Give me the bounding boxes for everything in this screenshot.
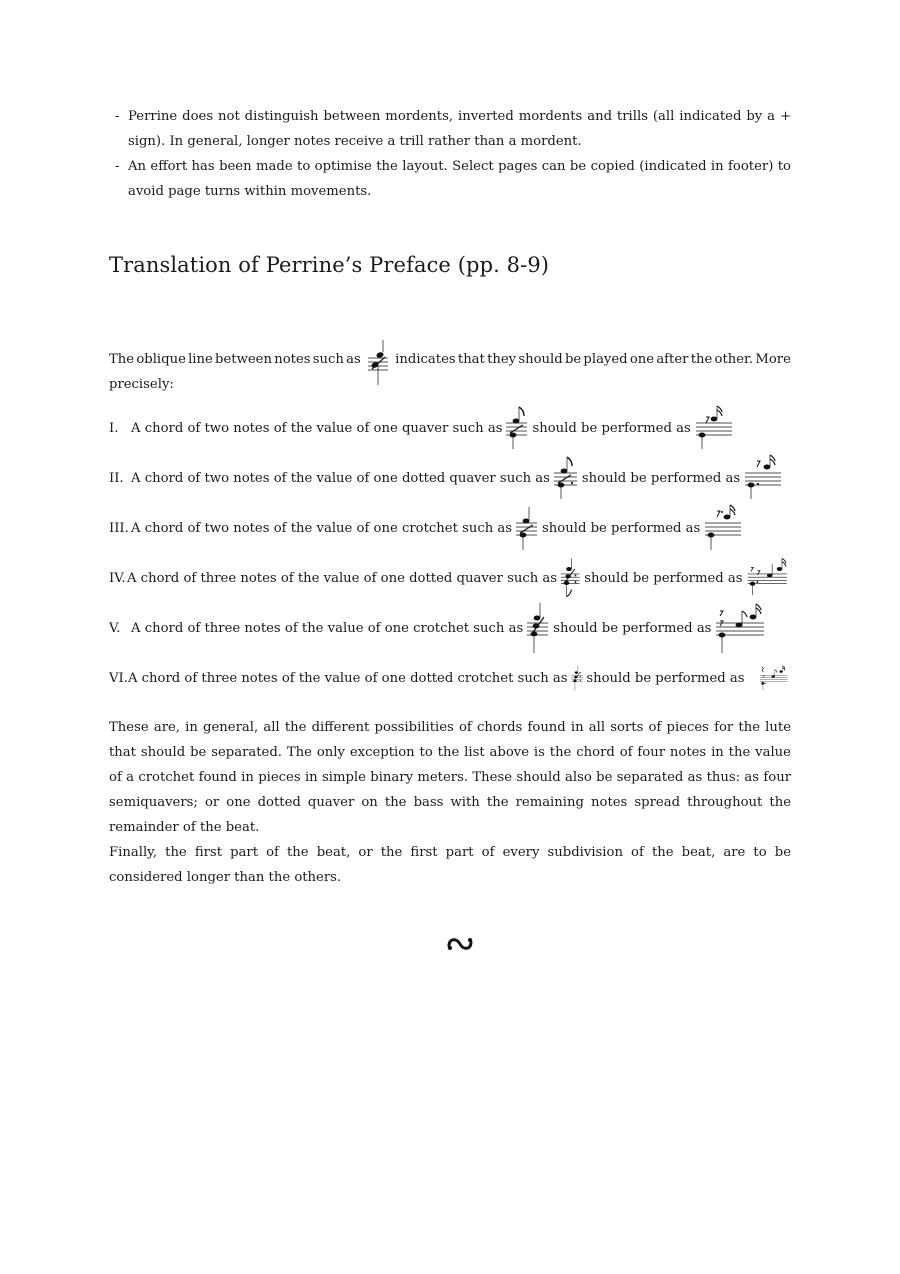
intro-word: one — [629, 352, 655, 367]
section-heading: Translation of Perrine’s Preface (pp. 8-9) — [109, 253, 550, 277]
rule-connector: should be performed as — [542, 520, 701, 536]
intro-word: they — [487, 352, 517, 367]
bullet-text: An effort has been made to optimise the layout. Select pages can be copied (indicated in footer) to avoid page turns within movements. — [128, 159, 791, 199]
two-note-dotted-quaver-chord-icon — [553, 453, 579, 503]
swash-ornament-icon — [445, 928, 475, 958]
intro-word: notes — [274, 352, 311, 367]
rule-numeral: I. — [109, 420, 119, 436]
three-note-dotted-crotchet-realisation-icon — [759, 651, 788, 705]
intro-word: oblique — [136, 352, 186, 367]
intro-word: be — [564, 352, 582, 367]
dotted-quaver-realisation-icon — [743, 453, 783, 503]
intro-word: played — [583, 352, 628, 367]
intro-word: between — [215, 352, 272, 367]
three-note-crotchet-realisation-icon — [714, 601, 766, 655]
rule-connector: should be performed as — [532, 420, 691, 436]
intro-word: The — [109, 352, 135, 367]
two-note-quaver-chord-icon — [505, 403, 529, 453]
two-note-crotchet-chord-icon — [515, 503, 539, 553]
rule-numeral: VI. — [109, 670, 128, 686]
rule-connector: should be performed as — [584, 570, 743, 586]
rule-text: A chord of two notes of the value of one crotchet such as — [131, 520, 513, 536]
rule-connector: should be performed as — [586, 670, 745, 686]
crotchet-realisation-icon — [703, 503, 743, 553]
intro-word: indicates — [395, 352, 456, 367]
three-note-crotchet-chord-icon — [526, 601, 550, 655]
intro-word: other. — [714, 352, 754, 367]
intro-line-2: precisely: — [109, 377, 174, 392]
three-note-dotted-quaver-chord-icon — [560, 551, 581, 605]
rule-item-4 — [109, 553, 791, 603]
rule-text: A chord of two notes of the value of one quaver such as — [131, 420, 503, 436]
three-note-dotted-crotchet-chord-icon — [571, 651, 584, 705]
rule-text: A chord of three notes of the value of one dotted quaver such as — [126, 570, 558, 586]
rule-item-5 — [109, 603, 791, 653]
rule-numeral: II. — [109, 470, 124, 486]
intro-word: line — [188, 352, 213, 367]
rule-text: A chord of three notes of the value of one dotted crotchet such as — [127, 670, 568, 686]
rule-item-3 — [109, 503, 791, 553]
rule-connector: should be performed as — [553, 620, 712, 636]
intro-word: as — [346, 352, 361, 367]
list-item — [109, 104, 791, 154]
list-item — [109, 154, 791, 204]
intro-paragraph — [109, 338, 791, 397]
intro-word: such — [312, 352, 344, 367]
rule-numeral: III. — [109, 520, 129, 536]
bullet-marker: - — [115, 109, 120, 124]
rule-text: A chord of two notes of the value of one dotted quaver such as — [131, 470, 550, 486]
notes-list — [109, 104, 791, 204]
rule-text: A chord of three notes of the value of one crotchet such as — [131, 620, 524, 636]
intro-word: after — [656, 352, 689, 367]
intro-word: More — [755, 352, 791, 367]
intro-word: the — [690, 352, 713, 367]
rule-item-6 — [109, 653, 791, 703]
rule-numeral: V. — [109, 620, 121, 636]
rule-numeral: IV. — [109, 570, 126, 586]
bullet-text: Perrine does not distinguish between mordents, inverted mordents and trills (all indicated by a + sign). In general, longer notes receive a trill rather than a mordent. — [128, 109, 791, 149]
quaver-realisation-icon — [694, 403, 734, 453]
rule-item-1 — [109, 403, 791, 453]
body-paragraph: These are, in general, all the different possibilities of chords found in all sorts of pieces for the lute that should be separated. The only exception to the list above is the chord of four notes in the value of a crotchet found in pieces in simple binary meters. These should also be separated as thus: as four semiquavers; or one dotted quaver on the bass with the remaining notes spread throughout the remainder of the beat. — [109, 720, 791, 835]
bullet-marker: - — [115, 159, 120, 174]
intro-word: should — [518, 352, 563, 367]
intro-word: that — [457, 352, 485, 367]
rule-item-2 — [109, 453, 791, 503]
rule-connector: should be performed as — [581, 470, 741, 486]
body-paragraph: Finally, the first part of the beat, or the first part of every subdivision of the beat, are to be considered longer than the others. — [109, 845, 791, 885]
oblique-line-chord-icon — [366, 338, 390, 386]
three-note-dotted-quaver-realisation-icon — [746, 551, 788, 605]
